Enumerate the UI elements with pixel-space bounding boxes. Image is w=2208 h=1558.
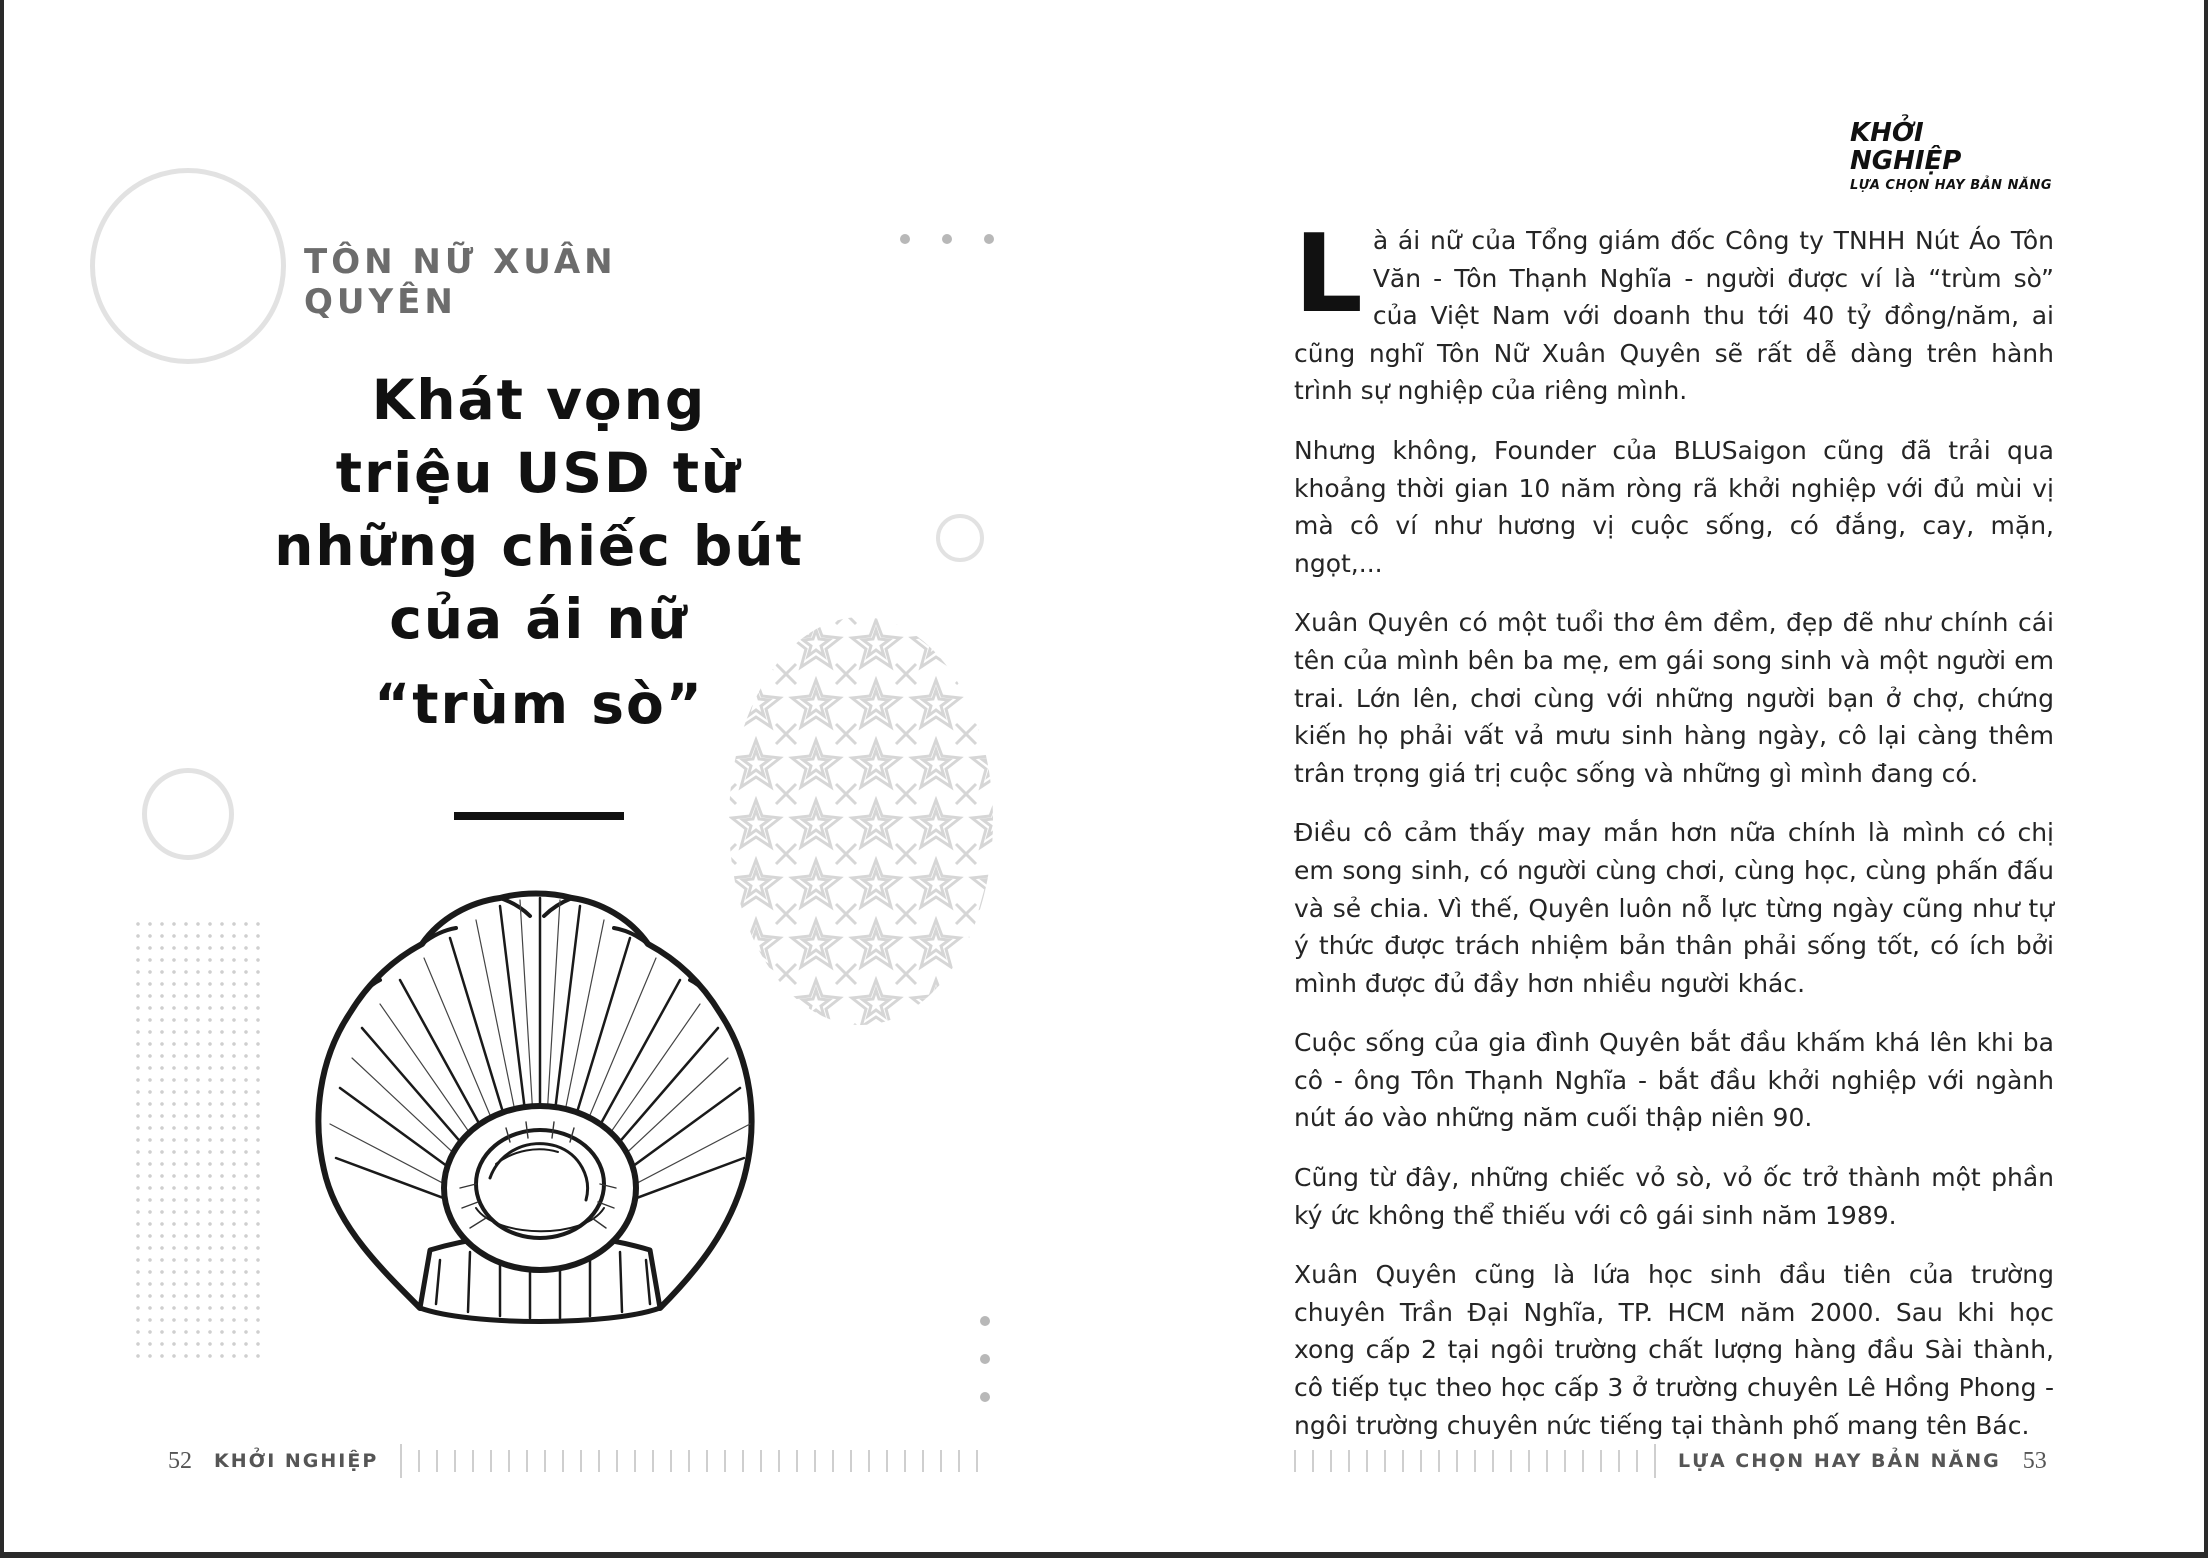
scallop-shell-illustration-icon xyxy=(300,888,780,1336)
decorative-dot-grid xyxy=(132,918,268,1364)
decorative-circle-large xyxy=(90,168,286,364)
book-spread xyxy=(4,0,2204,1552)
page-number-left: 52 xyxy=(168,1447,192,1474)
book-logo xyxy=(1850,120,2052,192)
page-number-right: 53 xyxy=(2022,1447,2047,1474)
dot xyxy=(900,234,910,244)
title-line: những chiếc bút xyxy=(274,514,804,578)
footer-ticks-left xyxy=(400,1444,978,1478)
paragraph: Cuộc sống của gia đình Quyên bắt đầu khấm khá lên khi ba cô - ông Tôn Thạnh Nghĩa - bắt đầu khởi nghiệp với ngành nút áo vào những năm cuối thập niên 90. xyxy=(1294,1028,2054,1133)
logo-line-1: KHỞI xyxy=(1850,118,1924,148)
decorative-circle-medium xyxy=(142,768,234,860)
author-name: TÔN NỮ XUÂN QUYÊN xyxy=(304,242,617,322)
title-line: triệu USD từ xyxy=(335,441,743,505)
paragraph-text: à ái nữ của Tổng giám đốc Công ty TNHH Nút Áo Tôn Văn - Tôn Thạnh Nghĩa - người được ví là “trùm sò” của Việt Nam với doanh thu tới 40 tỷ đồng/năm, ai cũng nghĩ Tôn Nữ Xuân Quyên sẽ rất dễ dàng trên hành trình sự nghiệp của riêng mình. xyxy=(1294,226,2054,406)
dot xyxy=(980,1316,990,1326)
paragraph xyxy=(1294,212,2054,410)
dot xyxy=(980,1354,990,1364)
footer-label-right: LỰA CHỌN HAY BẢN NĂNG xyxy=(1678,1450,2001,1472)
decorative-circle-small xyxy=(936,514,984,562)
dot xyxy=(980,1392,990,1402)
logo-line-3: LỰA CHỌN HAY BẢN NĂNG xyxy=(1850,178,2053,193)
footer-right xyxy=(1294,1444,2047,1478)
title-line: Khát vọng xyxy=(371,368,707,432)
paragraph: Xuân Quyên cũng là lứa học sinh đầu tiên của trường chuyên Trần Đại Nghĩa, TP. HCM năm 2000. Sau khi học xong cấp 2 tại ngôi trường chất lượng hàng đầu Sài thành, cô tiếp tục theo học cấp 3 ở trường chuyên Lê Hồng Phong - ngôi trường chuyên nức tiếng tại thành phố mang tên Bác. xyxy=(1294,1260,2054,1440)
drop-cap: L xyxy=(1294,212,1363,337)
footer-ticks-right xyxy=(1294,1444,1656,1478)
article-title xyxy=(254,364,824,741)
dot xyxy=(984,234,994,244)
paragraph: Nhưng không, Founder của BLUSaigon cũng đã trải qua khoảng thời gian 10 năm ròng rã khởi nghiệp với đủ mùi vị mà cô ví như hương vị cuộc sống, có đắng, cay, mặn, ngọt,... xyxy=(1294,435,2054,578)
dot xyxy=(942,234,952,244)
footer-left xyxy=(168,1444,978,1478)
paragraph: Điều cô cảm thấy may mắn hơn nữa chính là mình có chị em song sinh, có người cùng chơi, cùng học, cùng phấn đấu và sẻ chia. Vì thế, Quyên luôn nỗ lực từng ngày cũng như tự ý thức được trách nhiệm bản thân phải sống tốt, có ích bởi mình được đủ đầy hơn nhiều người khác. xyxy=(1294,818,2054,998)
logo-line-2: NGHIỆP xyxy=(1850,146,1962,176)
decorative-dots-vertical xyxy=(980,1316,990,1402)
footer-label-left: KHỞI NGHIỆP xyxy=(214,1450,379,1472)
article-body xyxy=(1294,212,2054,1466)
paragraph: Xuân Quyên có một tuổi thơ êm đềm, đẹp đẽ như chính cái tên của mình bên ba mẹ, em gái song sinh và một người em trai. Lớn lên, chơi cùng với những người bạn ở chợ, chứng kiến họ phải vất vả mưu sinh hàng ngày, cô lại càng thêm trân trọng giá trị cuộc sống và những gì mình đang có. xyxy=(1294,608,2054,788)
title-line: của ái nữ xyxy=(389,587,689,651)
paragraph: Cũng từ đây, những chiếc vỏ sò, vỏ ốc trở thành một phần ký ức không thể thiếu với cô gái sinh năm 1989. xyxy=(1294,1163,2054,1230)
title-underline xyxy=(454,812,624,820)
title-quote: “trùm sò” xyxy=(374,672,704,736)
decorative-dots-horizontal xyxy=(900,234,994,244)
